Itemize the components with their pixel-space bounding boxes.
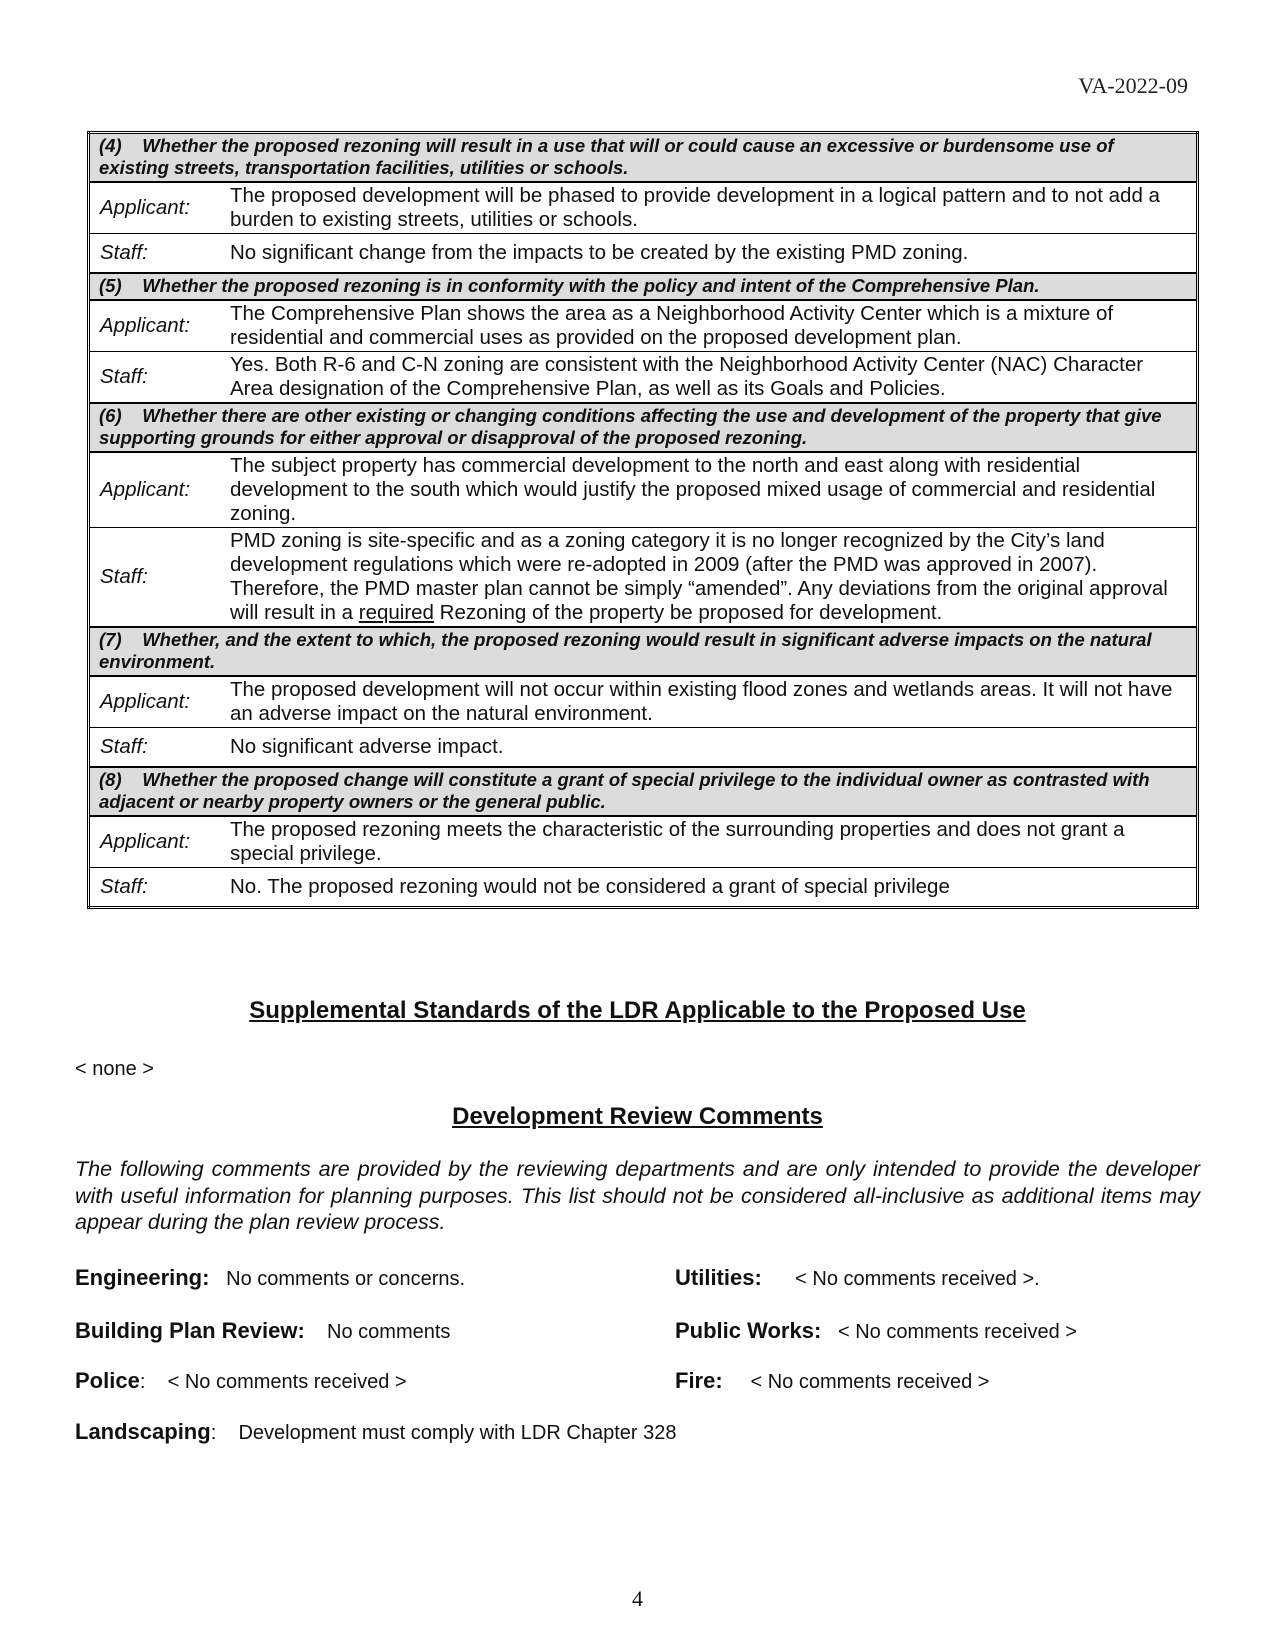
staff-response-part: Rezoning of the property be proposed for development. xyxy=(433,601,943,624)
criterion-question: Whether the proposed change will constitute a grant of special privilege to the individual owner as contrasted with adjacent or nearby property owners or the general public. xyxy=(99,769,1150,812)
staff-response-part: PMD zoning is site-specific and as a zoning category it is no longer recognized by the City’s land development regulations which were re-adopted in 2009 (after the PMD was approved in 2007). Therefore, the PMD master plan cannot be simply “amended”. Any deviations from the original approval will result in a xyxy=(230,529,1168,624)
criterion-number: (8) xyxy=(99,769,122,790)
public-works-value: < No comments received > xyxy=(837,1321,1077,1343)
utilities-comment xyxy=(675,1265,1040,1291)
engineering-value: No comments or concerns. xyxy=(226,1268,466,1290)
staff-row xyxy=(89,234,1198,274)
engineering-label: Engineering: xyxy=(75,1265,210,1290)
applicant-row xyxy=(89,300,1198,352)
supplemental-standards-heading xyxy=(0,997,1275,1025)
criterion-number: (4) xyxy=(99,135,122,156)
underlined-emphasis: required xyxy=(358,601,434,624)
criterion-question: Whether the proposed rezoning will result in a use that will or could cause an excessive or burdensome use of existing streets, transportation facilities, utilities or schools. xyxy=(99,135,1114,178)
criterion-header xyxy=(89,403,1198,452)
fire-comment xyxy=(675,1368,989,1394)
utilities-value: < No comments received >. xyxy=(795,1268,1040,1290)
applicant-label: Applicant: xyxy=(89,816,227,868)
applicant-label: Applicant: xyxy=(89,182,227,234)
applicant-label: Applicant: xyxy=(89,676,227,728)
criterion-question: Whether, and the extent to which, the proposed rezoning would result in significant adverse impacts on the natural environment. xyxy=(99,629,1152,672)
landscaping-comment xyxy=(75,1419,676,1445)
building-plan-review-label: Building Plan Review: xyxy=(75,1318,305,1343)
applicant-response: The subject property has commercial development to the north and east along with residential development to the south which would justify the proposed mixed usage of commercial and residential zoning. xyxy=(226,452,1198,528)
staff-label: Staff: xyxy=(89,234,227,274)
review-intro-paragraph: The following comments are provided by the reviewing departments and are only intended to provide the developer with useful information for planning purposes. This list should not be considered all-inclusive as additional items may appear during the plan review process. xyxy=(75,1157,1200,1234)
document-id: VA-2022-09 xyxy=(1078,73,1188,98)
rezoning-criteria-table xyxy=(87,131,1199,909)
building-plan-review-comment xyxy=(75,1318,450,1344)
staff-row xyxy=(89,528,1198,628)
supplemental-standards-title: Supplemental Standards of the LDR Applicable to the Proposed Use xyxy=(249,997,1026,1024)
criterion-question: Whether the proposed rezoning is in conformity with the policy and intent of the Comprehensive Plan. xyxy=(142,275,1040,296)
applicant-row xyxy=(89,182,1198,234)
applicant-response: The Comprehensive Plan shows the area as a Neighborhood Activity Center which is a mixture of residential and commercial uses as provided on the proposed development plan. xyxy=(226,300,1198,352)
criterion-header xyxy=(89,627,1198,676)
building-plan-review-value: No comments xyxy=(327,1321,451,1343)
applicant-response: The proposed development will be phased to provide development in a logical pattern and to not add a burden to existing streets, utilities or schools. xyxy=(226,182,1198,234)
staff-response xyxy=(226,528,1198,628)
police-value: < No comments received > xyxy=(167,1371,407,1393)
review-comments-title: Development Review Comments xyxy=(452,1103,823,1130)
public-works-comment xyxy=(675,1318,1077,1344)
applicant-row xyxy=(89,676,1198,728)
criterion-number: (7) xyxy=(99,629,122,650)
staff-response: Yes. Both R-6 and C-N zoning are consistent with the Neighborhood Activity Center (NAC) Character Area designation of the Comprehensive Plan, as well as its Goals and Policies. xyxy=(226,352,1198,404)
utilities-label: Utilities: xyxy=(675,1265,762,1290)
applicant-label: Applicant: xyxy=(89,300,227,352)
applicant-label: Applicant: xyxy=(89,452,227,528)
fire-value: < No comments received > xyxy=(750,1371,990,1393)
staff-label: Staff: xyxy=(89,528,227,628)
criterion-number: (6) xyxy=(99,405,122,426)
applicant-row xyxy=(89,452,1198,528)
police-label: Police xyxy=(75,1368,140,1393)
staff-response: No. The proposed rezoning would not be considered a grant of special privilege xyxy=(226,868,1198,908)
supplemental-standards-content: < none > xyxy=(75,1058,154,1080)
criterion-header xyxy=(89,767,1198,816)
page-number: 4 xyxy=(632,1586,643,1611)
staff-row xyxy=(89,728,1198,768)
fire-label: Fire: xyxy=(675,1368,723,1393)
applicant-response: The proposed development will not occur within existing flood zones and wetlands areas. It will not have an adverse impact on the natural environment. xyxy=(226,676,1198,728)
applicant-row xyxy=(89,816,1198,868)
engineering-comment xyxy=(75,1265,465,1291)
landscaping-colon: : xyxy=(210,1422,217,1444)
criterion-header xyxy=(89,133,1198,183)
criterion-header xyxy=(89,273,1198,300)
landscaping-label: Landscaping xyxy=(75,1419,211,1444)
police-colon: : xyxy=(139,1371,146,1393)
staff-label: Staff: xyxy=(89,352,227,404)
police-comment xyxy=(75,1368,407,1394)
staff-label: Staff: xyxy=(89,868,227,908)
public-works-label: Public Works: xyxy=(675,1318,822,1343)
staff-label: Staff: xyxy=(89,728,227,768)
staff-response: No significant adverse impact. xyxy=(226,728,1198,768)
landscaping-value: Development must comply with LDR Chapter 328 xyxy=(238,1422,677,1444)
criterion-number: (5) xyxy=(99,275,122,296)
applicant-response: The proposed rezoning meets the characteristic of the surrounding properties and does not grant a special privilege. xyxy=(226,816,1198,868)
staff-row xyxy=(89,352,1198,404)
staff-row xyxy=(89,868,1198,908)
staff-response: No significant change from the impacts to be created by the existing PMD zoning. xyxy=(226,234,1198,274)
review-comments-heading xyxy=(0,1103,1275,1131)
criterion-question: Whether there are other existing or changing conditions affecting the use and development of the property that give supporting grounds for either approval or disapproval of the proposed rezoning. xyxy=(99,405,1162,448)
